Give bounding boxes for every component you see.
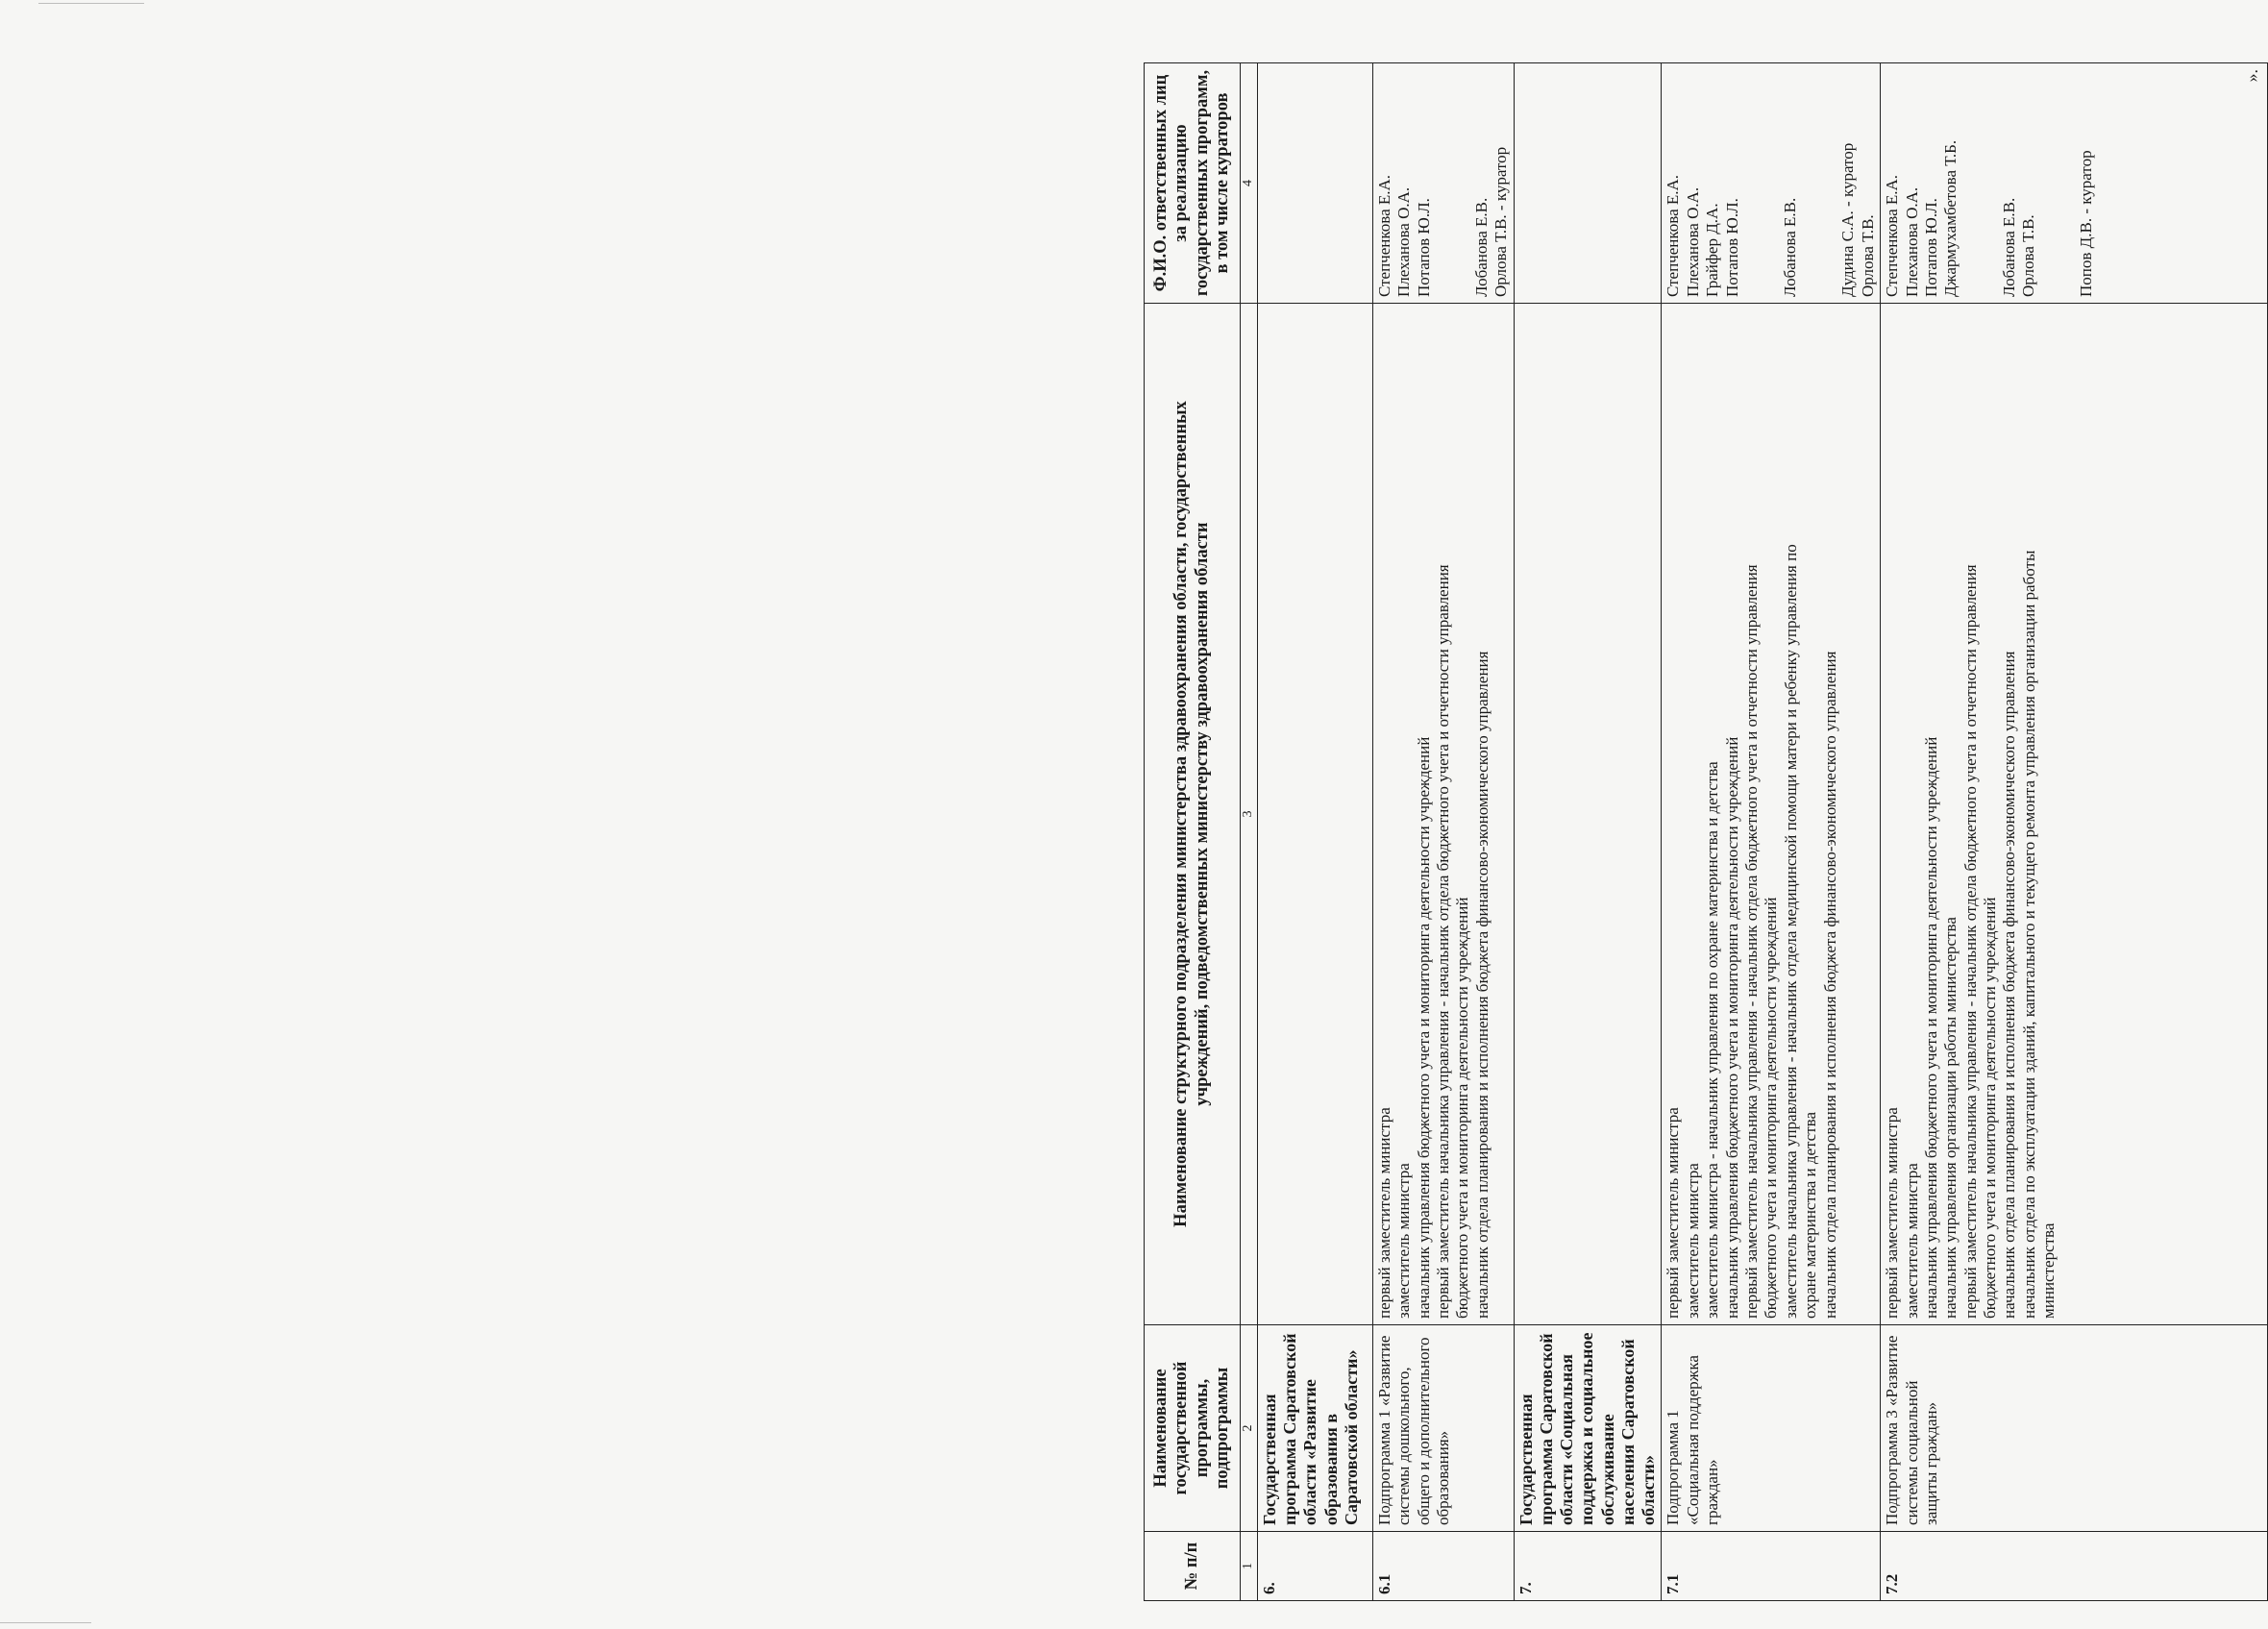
role-line: начальник отдела по эксплуатации зданий, капитального и текущего ремонта управления организации работы xyxy=(2019,550,2038,1319)
role-line: начальник управления бюджетного учета и мониторинга деятельности учреждений xyxy=(1921,736,1940,1319)
role-line: охране материнства и детства xyxy=(1801,1111,1820,1319)
program-name: Подпрограмма 1 «Социальная поддержка граждан» xyxy=(1662,1325,1881,1532)
header-no: № п/п xyxy=(1145,1532,1241,1601)
person-name: Потапов Ю.Л. xyxy=(1921,198,1940,297)
role-line: заместитель министра xyxy=(1394,1163,1414,1319)
role-line: бюджетного учета и мониторинга деятельности учреждений xyxy=(1981,897,2000,1319)
person-name: Грайфер Д.А. xyxy=(1703,203,1722,297)
responsible-cell xyxy=(1881,63,2268,304)
table-row-7 xyxy=(1514,63,1662,1601)
person-name: Лобанова Е.В. xyxy=(1471,197,1491,297)
responsible-cell xyxy=(1514,63,1662,304)
col-number-4: 4 xyxy=(1241,63,1258,304)
role-line: начальник управления бюджетного учета и мониторинга деятельности учреждений xyxy=(1414,736,1433,1319)
row-number: 6.1 xyxy=(1372,1532,1514,1601)
role-line: министерства xyxy=(2039,1222,2058,1319)
person-name: Джармухамбетова Т.Б. xyxy=(1941,139,1960,297)
person-name: Дудина С.А. - куратор xyxy=(1838,142,1858,297)
person-name: Степченкова Е.А. xyxy=(1664,174,1683,297)
header-program: Наименование государственной программы, подпрограммы xyxy=(1145,1325,1241,1532)
header-row xyxy=(1145,63,1241,1601)
person-name: Степченкова Е.А. xyxy=(1883,174,1902,297)
row-number: 7.2 xyxy=(1881,1532,2268,1601)
col-number-3: 3 xyxy=(1241,304,1258,1325)
row-number: 7.1 xyxy=(1662,1532,1881,1601)
person-name: Степченкова Е.А. xyxy=(1374,174,1393,297)
person-name: Плеханова О.А. xyxy=(1683,186,1702,297)
responsible-cell xyxy=(1257,63,1372,304)
person-name: Потапов Ю.Л. xyxy=(1414,198,1433,297)
person-name: Орлова Т.В. xyxy=(2019,214,2038,297)
header-division: Наименование структурного подразделения министерства здравоохранения области, государственных учреждений, подведомственных министерству здравоохранения области xyxy=(1145,304,1241,1325)
role-line: начальник управления бюджетного учета и мониторинга деятельности учреждений xyxy=(1722,736,1741,1319)
role-line: первый заместитель министра xyxy=(1664,1107,1683,1319)
person-name: Лобанова Е.В. xyxy=(1999,197,2018,297)
role-line: заместитель министра xyxy=(1683,1163,1702,1319)
responsibility-table xyxy=(1144,62,2268,1601)
person-name: Лобанова Е.В. xyxy=(1780,197,1799,297)
role-line: первый заместитель начальника управления - начальник отдела бюджетного учета и отчетности управления xyxy=(1741,564,1761,1319)
closing-quote-mark: ». xyxy=(2242,69,2262,83)
program-name: Государственная программа Саратовской области «Развитие образования в Саратовской области» xyxy=(1257,1325,1372,1532)
program-name: Подпрограмма 1 «Развитие системы дошкольного, общего и дополнительного образования» xyxy=(1372,1325,1514,1532)
table-row-7-2 xyxy=(1881,63,2268,1601)
person-name: Плеханова О.А. xyxy=(1394,186,1414,297)
division-cell xyxy=(1881,304,2268,1325)
role-line: заместитель начальника управления - начальник отдела медицинской помощи матери и ребенку управления по xyxy=(1781,544,1800,1319)
role-line: первый заместитель министра xyxy=(1883,1107,1902,1319)
header-responsible: Ф.И.О. ответственных лиц за реализацию государственных программ, в том числе кураторов xyxy=(1145,63,1241,304)
role-line: заместитель министра xyxy=(1902,1163,1921,1319)
role-line: начальник отдела планирования и исполнения бюджета финансово-экономического управления xyxy=(1820,651,1839,1319)
row-number: 6. xyxy=(1257,1532,1372,1601)
role-line: бюджетного учета и мониторинга деятельности учреждений xyxy=(1762,897,1781,1319)
rotated-sheet xyxy=(1144,63,2268,1601)
division-cell xyxy=(1662,304,1881,1325)
division-cell xyxy=(1514,304,1662,1325)
role-line: начальник отдела планирования и исполнения бюджета финансово-экономического управления xyxy=(1472,651,1491,1319)
table-row-7-1 xyxy=(1662,63,1881,1601)
col-number-1: 1 xyxy=(1241,1532,1258,1601)
division-cell xyxy=(1372,304,1514,1325)
role-line: первый заместитель начальника управления - начальник отдела бюджетного учета и отчетности управления xyxy=(1433,564,1452,1319)
person-name: Орлова Т.В. xyxy=(1858,214,1877,297)
responsible-cell xyxy=(1372,63,1514,304)
col-number-2: 2 xyxy=(1241,1325,1258,1532)
person-name: Потапов Ю.Л. xyxy=(1722,198,1741,297)
role-line: начальник управления организации работы министерства xyxy=(1941,917,1960,1319)
person-name: Плеханова О.А. xyxy=(1902,186,1921,297)
program-name: Государственная программа Саратовской области «Социальная поддержка и социальное обслуживание населения Саратовской области» xyxy=(1514,1325,1662,1532)
table-row-6 xyxy=(1257,63,1372,1601)
table-row-6-1 xyxy=(1372,63,1514,1601)
role-line: заместитель министра - начальник управления по охране материнства и детства xyxy=(1703,761,1722,1319)
person-name: Орлова Т.В. - куратор xyxy=(1491,146,1511,297)
responsible-cell xyxy=(1662,63,1881,304)
role-line: первый заместитель министра xyxy=(1374,1107,1393,1319)
role-line: начальник отдела планирования и исполнения бюджета финансово-экономического управления xyxy=(2000,651,2019,1319)
role-line: бюджетного учета и мониторинга деятельности учреждений xyxy=(1453,897,1472,1319)
row-number: 7. xyxy=(1514,1532,1662,1601)
person-name: Попов Д.В. - куратор xyxy=(2077,150,2096,297)
program-name: Подпрограмма 3 «Развитие системы социальной защиты граждан» xyxy=(1881,1325,2268,1532)
division-cell xyxy=(1257,304,1372,1325)
role-line: первый заместитель начальника управления - начальник отдела бюджетного учета и отчетности управления xyxy=(1960,564,1980,1319)
scan-edge-top xyxy=(38,3,144,4)
scan-edge-bottom xyxy=(0,1622,91,1623)
column-number-row xyxy=(1241,63,1258,1601)
